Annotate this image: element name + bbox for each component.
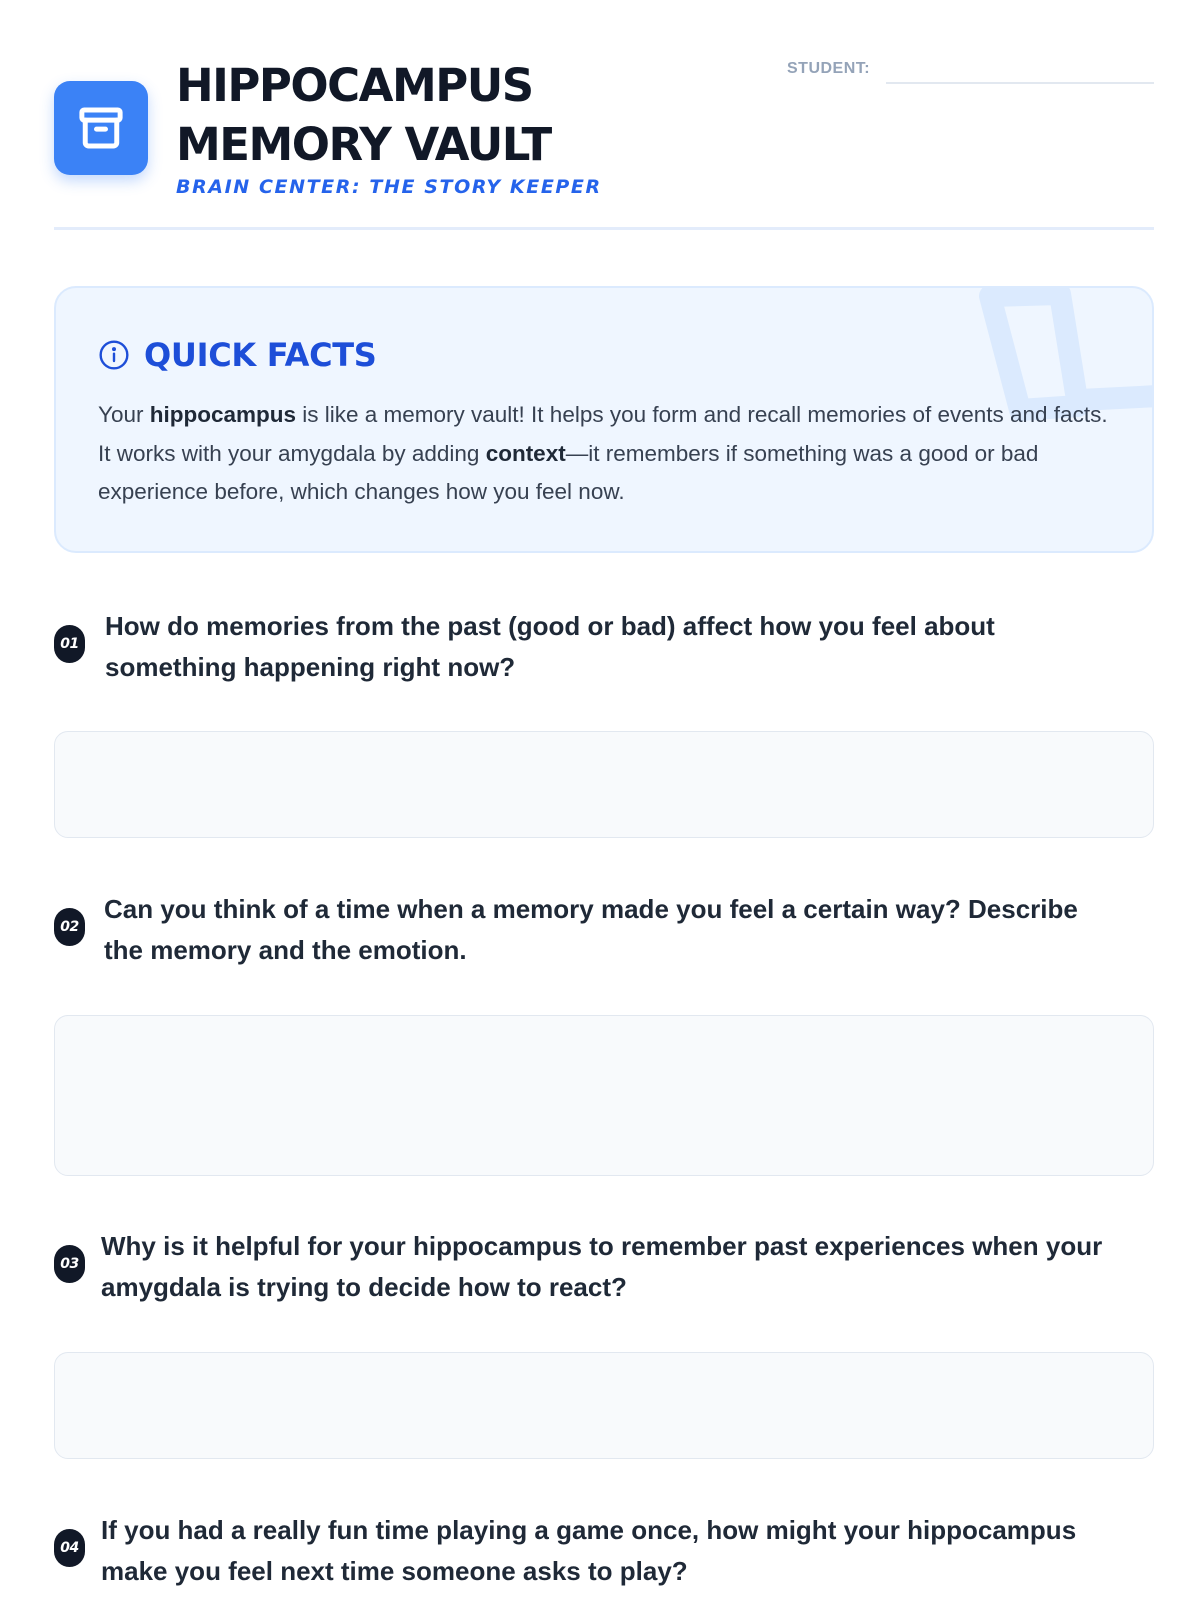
student-name-field[interactable] (886, 82, 1154, 84)
answer-box[interactable] (54, 1015, 1154, 1176)
title-line-1: HIPPOCAMPUS (176, 59, 533, 112)
facts-text-part-3: —it remembers if something was a good or bad experience before, which changes how you feel now. (98, 440, 1039, 504)
quick-facts-heading (98, 336, 377, 374)
page-title (176, 56, 736, 174)
question-text: Can you think of a time when a memory made you feel a certain way? Describe the memory and the emotion. (104, 894, 1078, 965)
page-subtitle: BRAIN CENTER: THE STORY KEEPER (176, 176, 602, 198)
info-circle-icon (98, 339, 130, 371)
question-text: How do memories from the past (good or bad) affect how you feel about something happening right now? (105, 611, 995, 682)
facts-text-part-1: Your (98, 402, 150, 427)
question-number-badge: 02 (54, 908, 85, 946)
question-number-badge: 03 (54, 1245, 85, 1283)
question-number-badge: 04 (54, 1529, 85, 1567)
worksheet-header (54, 56, 1154, 230)
answer-box[interactable] (54, 731, 1154, 838)
quick-facts-text (98, 396, 1108, 512)
question-text: Why is it helpful for your hippocampus to remember past experiences when your amygdala is trying to decide how to react? (101, 1231, 1103, 1302)
answer-box[interactable] (54, 1352, 1154, 1459)
student-label: STUDENT: (787, 60, 871, 77)
question-number-badge: 01 (54, 625, 85, 663)
question-text: If you had a really fun time playing a game once, how might your hippocampus make you feel next time someone asks to play? (101, 1515, 1077, 1586)
worksheet-page (54, 0, 1154, 1600)
quick-facts-title: QUICK FACTS (144, 336, 377, 374)
archive-box-icon (54, 81, 148, 175)
facts-text-part-2: is like a memory vault! It helps you form and recall memories of events and facts. It works with your amygdala by adding (98, 402, 1108, 466)
quick-facts-panel (54, 286, 1154, 553)
title-line-2: MEMORY VAULT (176, 118, 551, 171)
facts-bold-context: context (485, 440, 566, 466)
facts-bold-hippocampus: hippocampus (149, 402, 296, 427)
